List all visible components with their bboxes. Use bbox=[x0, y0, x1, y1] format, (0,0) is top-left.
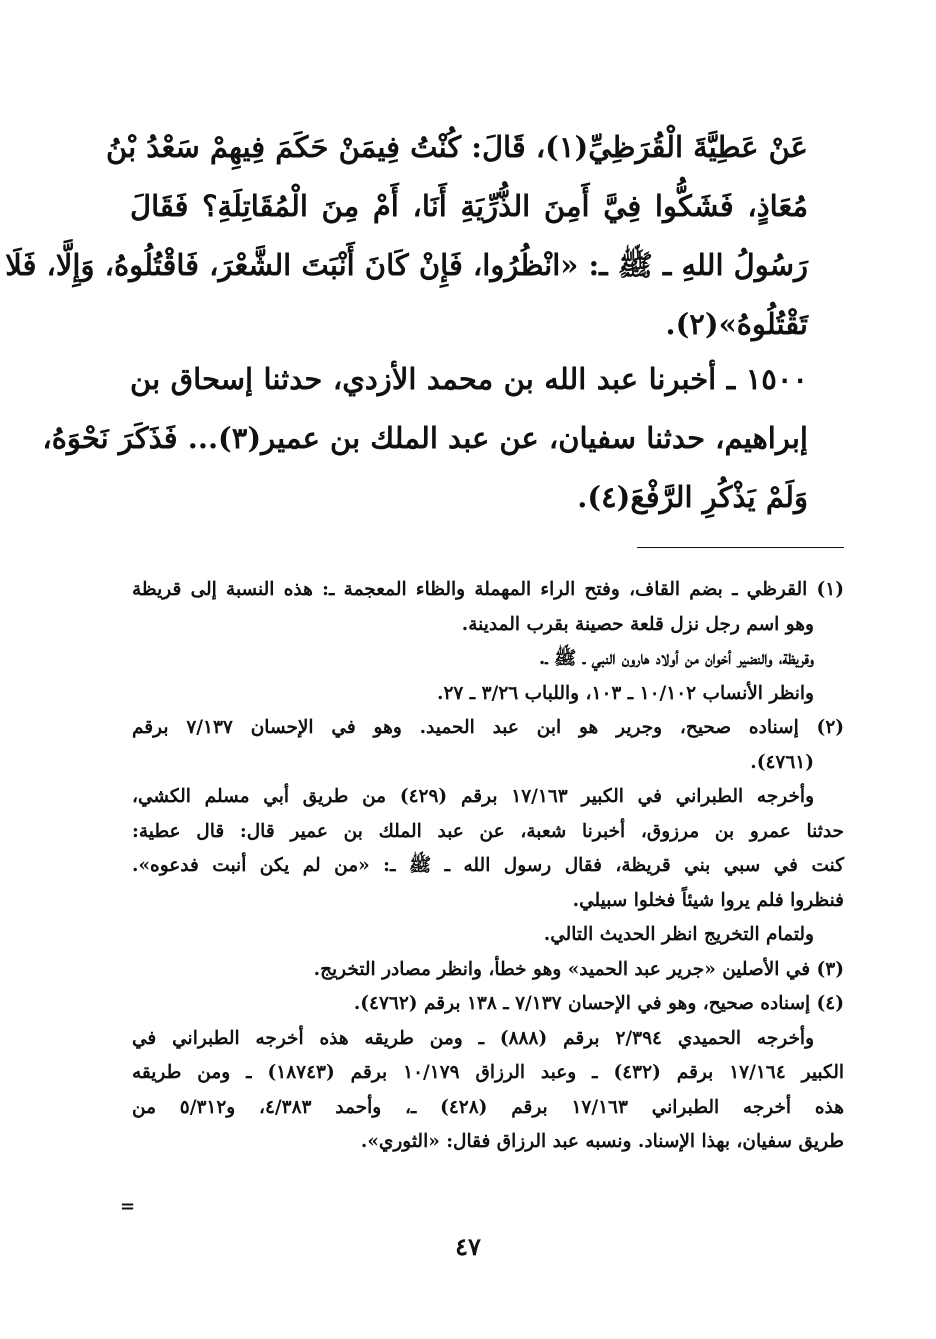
footnote-divider bbox=[637, 547, 844, 548]
page-number: ٤٧ bbox=[455, 1232, 481, 1261]
footnote-line: الكبير ١٧/١٦٤ برقم (٤٣٢) ـ وعبد الرزاق ١٠/١٧٩ برقم (١٨٧٤٣) ـ ومن طريقه bbox=[132, 1062, 844, 1083]
footnote-line: حدثنا عمرو بن مرزوق، أخبرنا شعبة، عن عبد الملك بن عمير قال: قال عطية: bbox=[132, 820, 844, 842]
text-line: وَلَمْ يَذْكُرِ الرَّفْعَ(٤). bbox=[577, 480, 808, 514]
footnote-line: (٣) في الأصلين «جرير عبد الحميد» وهو خطأ، وانظر مصادر التخريج. bbox=[313, 958, 844, 980]
footnote-line: وأخرجه الحميدي ٢/٣٩٤ برقم (٨٨٨) ـ ومن طريقه هذه أخرجه الطبراني في bbox=[132, 1027, 814, 1049]
footnote-line: (٢) إسناده صحيح، وجرير هو ابن عبد الحميد. وهو في الإحسان ٧/١٣٧ برقم bbox=[132, 717, 845, 738]
hadith-paragraph-1500 bbox=[42, 350, 808, 527]
footnote-line: وأخرجه الطبراني في الكبير ١٧/١٦٣ برقم (٤٢٩) من طريق أبي مسلم الكشي، bbox=[132, 786, 814, 807]
footnote-line: (٤) إسناده صحيح، وهو في الإحسان ٧/١٣٧ ـ ١٣٨ برقم (٤٧٦٢). bbox=[353, 993, 844, 1014]
hadith-paragraph-1 bbox=[5, 118, 808, 354]
footnote-line: وانظر الأنساب ١٠/١٠٢ ـ ١٠٣، واللباب ٣/٢٦ ـ ٢٧. bbox=[436, 682, 814, 704]
footnotes-section bbox=[132, 573, 844, 1160]
text-line: إبراهيم، حدثنا سفيان، عن عبد الملك بن عمير(٣)... فَذَكَرَ نَحْوَهُ، bbox=[42, 421, 808, 455]
text-line: مُعَاذٍ، فَشَكُّوا فِيَّ أَمِنَ الذُّرِّيَةِ أَنَا، أَمْ مِنَ الْمُقَاتِلَةِ؟ فَقَالَ bbox=[130, 189, 808, 223]
footnote-line: وهو اسم رجل نزل قلعة حصينة بقرب المدينة. bbox=[461, 613, 814, 635]
footnote-line: (١) القرظي ـ بضم القاف، وفتح الراء المهملة والظاء المعجمة ـ: هذه النسبة إلى قريظة bbox=[132, 579, 844, 600]
text-line: تَقْتُلُوهُ»(٢). bbox=[665, 307, 808, 341]
text-line: عَنْ عَطِيَّةَ الْقُرَظِيِّ(١)، قَالَ: كُنْتُ فِيمَنْ حَكَمَ فِيهِمْ سَعْدُ بْنُ bbox=[106, 130, 808, 164]
footnote-line: (٤٧٦١). bbox=[750, 751, 814, 773]
text-line: رَسُولُ اللهِ ـ ﷺ ـ: «انْظُرُوا، فَإِنْ كَانَ أَنْبَتَ الشَّعْرَ، فَاقْتُلُوهُ، وَإِلَّا، فَلَا bbox=[5, 248, 808, 282]
continuation-mark: = bbox=[120, 1196, 136, 1217]
footnote-line: هذه أخرجه الطبراني ١٧/١٦٣ برقم (٤٢٨) ـ، وأحمد ٤/٣٨٣، و٥/٣١٢ من bbox=[132, 1096, 844, 1118]
footnote-line: كنت في سبي بني قريظة، فقال رسول الله ـ ﷺ ـ: «من لم يكن أنبت فدعوه». bbox=[132, 855, 844, 876]
footnote-line: ولتمام التخريج انظر الحديث التالي. bbox=[543, 924, 814, 945]
footnote-line: وقريظة، والنضير أخوان من أولاد هارون النبي ـ ﷺ ـ. bbox=[538, 648, 814, 669]
footnote-line: فنظروا فلم يروا شيئاً فخلوا سبيلي. bbox=[572, 889, 844, 911]
footnote-line: طريق سفيان، بهذا الإسناد. ونسبه عبد الرزاق فقال: «الثوري». bbox=[360, 1131, 844, 1152]
text-line: ١٥٠٠ ـ أخبرنا عبد الله بن محمد الأزدي، حدثنا إسحاق بن bbox=[130, 362, 808, 396]
